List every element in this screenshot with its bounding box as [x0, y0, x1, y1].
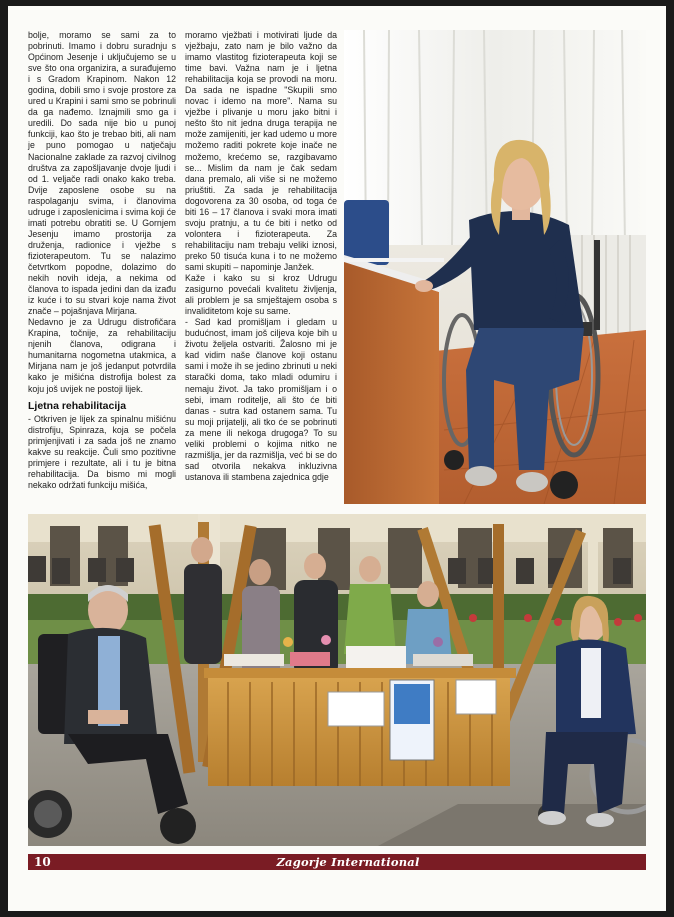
article-paragraph: - Sad kad promišljam i gledam u budućnost, imam još ciljeva koje bih u životu željela ostvariti. Žalosno mi je kad vidim naše članove koji ostanu sami i može ih se jedino zbrinuti u neki starački doma, tako mladi odumiru i nemaju život. Ja tako promišljam i o sebi, imam roditelje, ali što će biti danas - sutra kad ostanem sama. Tu su moji prijatelji, ali tko će se pobrinuti za mene ili nekoga drugoga? To su veliki problemi o kojima nitko ne razmišlja, jer da razmišlja, već bi se do sad otvorila nekakva inkluzivna ustanova ili stambena zajednica gdje: [185, 317, 337, 482]
magazine-page: [8, 6, 666, 911]
subheading: Ljetna rehabilitacija: [28, 399, 127, 412]
article-column-2: [185, 30, 337, 483]
photo-group-stand: [28, 514, 646, 846]
article-column-1: [28, 30, 176, 491]
photo-woman-wheelchair-image: [344, 30, 646, 504]
article-paragraph: Kaže i kako su si kroz Udrugu zasigurno povećali kvalitetu življenja, ali problem je sa smještajem osoba s invaliditetom koje su same.: [185, 273, 337, 317]
article-paragraph: bolje, moramo se sami za to pobrinuti. Imamo i dobru suradnju s Općinom Jesenje i uključujemo se u sve što ona organizira, a surađujemo i s Gradom Krapinom. Nakon 12 godina, dobili smo i svoje prostore za ured u Krapini i sami smo se pobrinuli da ga nađemo. Iznajmili smo ga i uredili. Do sada nije bio u punoj funkciji, kao što je trebao biti, ali nam je puno pomogao u natječaju Nacionalne zaklade za razvoj civilnog društva za zapošljavanje dvoje ljudi i od 1. veljače radi onako kako treba. Dvije zaposlene osobe su na raspolaganju svima, i članovima udruge i zaposlenicima i svima koji će imati potrebu obratiti se. U Gornjem Jesenju imamo prostorija za druženja, radionice i vježbe s fizioterapeutom. Tu se nalazimo četvrtkom popodne, dolazimo do nekih novih ideja, a nekima od članova to ispada jedini dan da izađu iz kuće i to su stvari koje nama život znače – pojašnjava Mirjana.: [28, 30, 176, 317]
article-paragraph: - Otkriven je lijek za spinalnu mišićnu distrofiju, Spinraza, koja se počela primjenjivati i za sada još ne znamo kakve su reakcije. Čuli smo pozitivne primjere i rezultate, ali i tu je bitna rehabilitacija. Da bismo mi mogli nekako održati funkciju mišića,: [28, 413, 176, 490]
page-footer: [28, 854, 646, 870]
page-number: 10: [34, 855, 51, 869]
article-paragraph: Nedavno je za Udrugu distrofičara Krapina, točnije, za rehabilitaciju njenih članova, odigrana i humanitarna nogometna utakmica, a Mirjana nam je još jedanput potvrdila kako je mišićna distrofija bolest za koju još uvijek ne postoji lijek.: [28, 317, 176, 394]
article-paragraph: moramo vježbati i motivirati ljude da vježbaju, zato nam je bilo važno da imamo vlastitog fizioterapeuta koji se time bavi. Važna nam je i ljetna rehabilitacija koja se provodi na moru. Da sada ne ispadne "Skupili smo novac i idemo na more". Nama su vježbe i plivanje u moru jako bitni i nešto što nit jedna druga terapija ne može zamijeniti, jer kad udemo u more možemo raditi pokrete koje inače ne možemo, krećemo se, razgibavamo se... Mislim da nam je čak sedam dana premalo, ali više si ne možemo priuštiti. Za sada je rehabilitacija dogovorena za 30 osoba, od toga će biti 16 – 17 članova i svaki mora imati svoju pratnju, a tu će biti i netko od volontera i fizioterapeuta. Za rehabilitaciju nam trebaju veliki iznosi, preko 50 tisuća kuna i to ne možemo sami skupiti – napominje Janžek.: [185, 30, 337, 272]
photo-group-stand-image: [28, 514, 646, 846]
photo-woman-wheelchair: [344, 30, 646, 504]
magazine-name: Zagorje International: [276, 855, 420, 869]
